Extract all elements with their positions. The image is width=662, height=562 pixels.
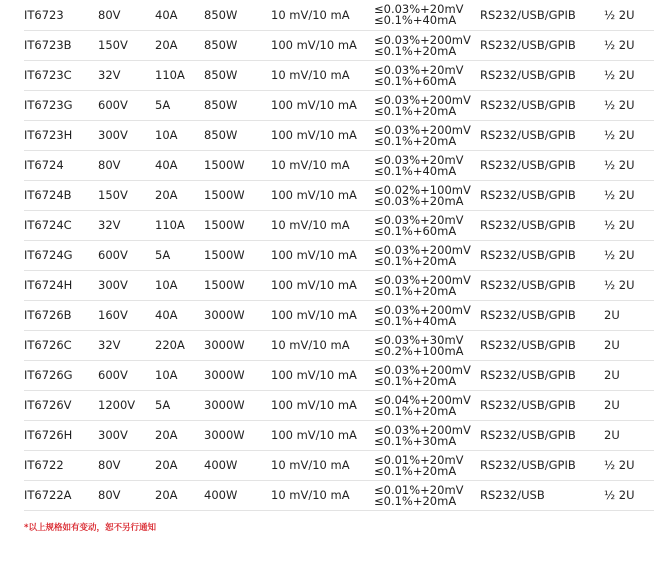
voltage-accuracy: ≤0.03%+200mV bbox=[374, 242, 471, 257]
current-accuracy: ≤0.1%+20mA bbox=[374, 493, 457, 508]
interface-cell: RS232/USB/GPIB bbox=[480, 421, 604, 451]
table-row bbox=[24, 211, 654, 241]
model-cell: IT6724H bbox=[24, 271, 98, 301]
size-cell: ½ 2U bbox=[604, 481, 654, 511]
current-accuracy: ≤0.1%+20mA bbox=[374, 283, 457, 298]
interface-cell: RS232/USB/GPIB bbox=[480, 91, 604, 121]
current-accuracy: ≤0.1%+20mA bbox=[374, 253, 457, 268]
size-cell: ½ 2U bbox=[604, 0, 654, 31]
voltage-cell: 600V bbox=[98, 361, 155, 391]
interface-cell: RS232/USB/GPIB bbox=[480, 271, 604, 301]
table-row bbox=[24, 421, 654, 451]
interface-cell: RS232/USB/GPIB bbox=[480, 241, 604, 271]
size-cell: ½ 2U bbox=[604, 31, 654, 61]
current-cell: 10A bbox=[155, 361, 204, 391]
voltage-accuracy: ≤0.04%+200mV bbox=[374, 392, 471, 407]
model-cell: IT6723H bbox=[24, 121, 98, 151]
size-cell: ½ 2U bbox=[604, 91, 654, 121]
model-cell: IT6723B bbox=[24, 31, 98, 61]
ripple-noise-cell: 10 mV/10 mA bbox=[271, 331, 374, 361]
voltage-cell: 300V bbox=[98, 421, 155, 451]
power-cell: 1500W bbox=[204, 271, 271, 301]
current-cell: 20A bbox=[155, 421, 204, 451]
voltage-accuracy: ≤0.03%+200mV bbox=[374, 32, 471, 47]
model-cell: IT6724C bbox=[24, 211, 98, 241]
accuracy-cell bbox=[374, 181, 480, 211]
current-cell: 10A bbox=[155, 271, 204, 301]
model-cell: IT6722 bbox=[24, 451, 98, 481]
ripple-noise-cell: 100 mV/10 mA bbox=[271, 241, 374, 271]
power-cell: 1500W bbox=[204, 211, 271, 241]
current-cell: 20A bbox=[155, 481, 204, 511]
interface-cell: RS232/USB/GPIB bbox=[480, 451, 604, 481]
power-cell: 850W bbox=[204, 61, 271, 91]
ripple-noise-cell: 100 mV/10 mA bbox=[271, 301, 374, 331]
voltage-cell: 300V bbox=[98, 121, 155, 151]
voltage-accuracy: ≤0.03%+200mV bbox=[374, 302, 471, 317]
table-row bbox=[24, 151, 654, 181]
current-accuracy: ≤0.1%+30mA bbox=[374, 433, 457, 448]
voltage-accuracy: ≤0.03%+200mV bbox=[374, 362, 471, 377]
voltage-accuracy: ≤0.03%+20mV bbox=[374, 2, 464, 16]
model-cell: IT6726B bbox=[24, 301, 98, 331]
power-cell: 850W bbox=[204, 121, 271, 151]
size-cell: 2U bbox=[604, 391, 654, 421]
power-cell: 1500W bbox=[204, 241, 271, 271]
voltage-cell: 32V bbox=[98, 331, 155, 361]
ripple-noise-cell: 10 mV/10 mA bbox=[271, 0, 374, 31]
accuracy-cell bbox=[374, 331, 480, 361]
spec-table bbox=[24, 0, 654, 511]
current-cell: 220A bbox=[155, 331, 204, 361]
model-cell: IT6723 bbox=[24, 0, 98, 31]
power-cell: 1500W bbox=[204, 151, 271, 181]
model-cell: IT6726G bbox=[24, 361, 98, 391]
accuracy-cell bbox=[374, 361, 480, 391]
current-accuracy: ≤0.03%+20mA bbox=[374, 193, 464, 208]
voltage-cell: 600V bbox=[98, 241, 155, 271]
size-cell: 2U bbox=[604, 331, 654, 361]
current-accuracy: ≤0.1%+40mA bbox=[374, 13, 457, 27]
current-cell: 5A bbox=[155, 91, 204, 121]
current-cell: 20A bbox=[155, 31, 204, 61]
table-row bbox=[24, 271, 654, 301]
voltage-accuracy: ≤0.03%+20mV bbox=[374, 62, 464, 77]
power-cell: 3000W bbox=[204, 361, 271, 391]
ripple-noise-cell: 100 mV/10 mA bbox=[271, 91, 374, 121]
table-row bbox=[24, 331, 654, 361]
ripple-noise-cell: 100 mV/10 mA bbox=[271, 361, 374, 391]
voltage-cell: 150V bbox=[98, 31, 155, 61]
current-accuracy: ≤0.1%+60mA bbox=[374, 73, 457, 88]
accuracy-cell bbox=[374, 271, 480, 301]
power-cell: 3000W bbox=[204, 301, 271, 331]
current-accuracy: ≤0.1%+60mA bbox=[374, 223, 457, 238]
size-cell: ½ 2U bbox=[604, 181, 654, 211]
ripple-noise-cell: 100 mV/10 mA bbox=[271, 271, 374, 301]
ripple-noise-cell: 100 mV/10 mA bbox=[271, 121, 374, 151]
model-cell: IT6724B bbox=[24, 181, 98, 211]
accuracy-cell bbox=[374, 61, 480, 91]
current-accuracy: ≤0.1%+40mA bbox=[374, 163, 457, 178]
voltage-cell: 80V bbox=[98, 151, 155, 181]
accuracy-cell bbox=[374, 151, 480, 181]
interface-cell: RS232/USB bbox=[480, 481, 604, 511]
interface-cell: RS232/USB/GPIB bbox=[480, 31, 604, 61]
voltage-accuracy: ≤0.03%+200mV bbox=[374, 272, 471, 287]
current-accuracy: ≤0.1%+20mA bbox=[374, 103, 457, 118]
interface-cell: RS232/USB/GPIB bbox=[480, 121, 604, 151]
voltage-cell: 80V bbox=[98, 451, 155, 481]
ripple-noise-cell: 100 mV/10 mA bbox=[271, 421, 374, 451]
accuracy-cell bbox=[374, 391, 480, 421]
power-cell: 400W bbox=[204, 451, 271, 481]
size-cell: 2U bbox=[604, 361, 654, 391]
voltage-accuracy: ≤0.01%+20mV bbox=[374, 452, 464, 467]
voltage-accuracy: ≤0.03%+200mV bbox=[374, 422, 471, 437]
voltage-cell: 80V bbox=[98, 0, 155, 31]
accuracy-cell bbox=[374, 31, 480, 61]
ripple-noise-cell: 100 mV/10 mA bbox=[271, 181, 374, 211]
interface-cell: RS232/USB/GPIB bbox=[480, 361, 604, 391]
size-cell: ½ 2U bbox=[604, 151, 654, 181]
table-row bbox=[24, 391, 654, 421]
ripple-noise-cell: 10 mV/10 mA bbox=[271, 61, 374, 91]
table-row bbox=[24, 181, 654, 211]
current-accuracy: ≤0.1%+40mA bbox=[374, 313, 457, 328]
size-cell: 2U bbox=[604, 301, 654, 331]
size-cell: ½ 2U bbox=[604, 241, 654, 271]
voltage-accuracy: ≤0.03%+200mV bbox=[374, 92, 471, 107]
interface-cell: RS232/USB/GPIB bbox=[480, 211, 604, 241]
current-cell: 110A bbox=[155, 61, 204, 91]
power-cell: 3000W bbox=[204, 331, 271, 361]
voltage-cell: 160V bbox=[98, 301, 155, 331]
interface-cell: RS232/USB/GPIB bbox=[480, 0, 604, 31]
size-cell: 2U bbox=[604, 421, 654, 451]
size-cell: ½ 2U bbox=[604, 211, 654, 241]
power-cell: 850W bbox=[204, 31, 271, 61]
current-cell: 40A bbox=[155, 301, 204, 331]
voltage-cell: 300V bbox=[98, 271, 155, 301]
voltage-cell: 600V bbox=[98, 91, 155, 121]
interface-cell: RS232/USB/GPIB bbox=[480, 61, 604, 91]
power-cell: 3000W bbox=[204, 391, 271, 421]
voltage-accuracy: ≤0.03%+20mV bbox=[374, 152, 464, 167]
model-cell: IT6723C bbox=[24, 61, 98, 91]
current-accuracy: ≤0.2%+100mA bbox=[374, 343, 464, 358]
current-accuracy: ≤0.1%+20mA bbox=[374, 43, 457, 58]
power-cell: 850W bbox=[204, 91, 271, 121]
interface-cell: RS232/USB/GPIB bbox=[480, 181, 604, 211]
table-row bbox=[24, 91, 654, 121]
interface-cell: RS232/USB/GPIB bbox=[480, 331, 604, 361]
accuracy-cell bbox=[374, 211, 480, 241]
current-cell: 5A bbox=[155, 241, 204, 271]
model-cell: IT6724G bbox=[24, 241, 98, 271]
size-cell: ½ 2U bbox=[604, 61, 654, 91]
size-cell: ½ 2U bbox=[604, 121, 654, 151]
ripple-noise-cell: 10 mV/10 mA bbox=[271, 211, 374, 241]
accuracy-cell bbox=[374, 481, 480, 511]
model-cell: IT6726H bbox=[24, 421, 98, 451]
table-row bbox=[24, 361, 654, 391]
voltage-accuracy: ≤0.03%+30mV bbox=[374, 332, 464, 347]
spec-table-body bbox=[24, 0, 654, 511]
voltage-cell: 32V bbox=[98, 211, 155, 241]
current-cell: 5A bbox=[155, 391, 204, 421]
interface-cell: RS232/USB/GPIB bbox=[480, 301, 604, 331]
table-row bbox=[24, 0, 654, 31]
model-cell: IT6723G bbox=[24, 91, 98, 121]
power-cell: 400W bbox=[204, 481, 271, 511]
current-cell: 20A bbox=[155, 181, 204, 211]
current-accuracy: ≤0.1%+20mA bbox=[374, 403, 457, 418]
power-cell: 850W bbox=[204, 0, 271, 31]
voltage-accuracy: ≤0.02%+100mV bbox=[374, 182, 471, 197]
current-cell: 20A bbox=[155, 451, 204, 481]
current-cell: 40A bbox=[155, 151, 204, 181]
model-cell: IT6724 bbox=[24, 151, 98, 181]
size-cell: ½ 2U bbox=[604, 451, 654, 481]
table-row bbox=[24, 121, 654, 151]
interface-cell: RS232/USB/GPIB bbox=[480, 151, 604, 181]
ripple-noise-cell: 10 mV/10 mA bbox=[271, 451, 374, 481]
current-cell: 110A bbox=[155, 211, 204, 241]
footnote: *以上规格如有变动，恕不另行通知 bbox=[24, 523, 156, 533]
accuracy-cell bbox=[374, 121, 480, 151]
voltage-cell: 150V bbox=[98, 181, 155, 211]
accuracy-cell bbox=[374, 451, 480, 481]
voltage-cell: 32V bbox=[98, 61, 155, 91]
current-accuracy: ≤0.1%+20mA bbox=[374, 463, 457, 478]
model-cell: IT6722A bbox=[24, 481, 98, 511]
table-row bbox=[24, 61, 654, 91]
accuracy-cell bbox=[374, 91, 480, 121]
power-cell: 3000W bbox=[204, 421, 271, 451]
interface-cell: RS232/USB/GPIB bbox=[480, 391, 604, 421]
current-cell: 40A bbox=[155, 0, 204, 31]
voltage-cell: 80V bbox=[98, 481, 155, 511]
model-cell: IT6726V bbox=[24, 391, 98, 421]
current-accuracy: ≤0.1%+20mA bbox=[374, 373, 457, 388]
accuracy-cell bbox=[374, 301, 480, 331]
voltage-cell: 1200V bbox=[98, 391, 155, 421]
current-accuracy: ≤0.1%+20mA bbox=[374, 133, 457, 148]
table-row bbox=[24, 481, 654, 511]
voltage-accuracy: ≤0.03%+20mV bbox=[374, 212, 464, 227]
table-row bbox=[24, 301, 654, 331]
voltage-accuracy: ≤0.01%+20mV bbox=[374, 482, 464, 497]
accuracy-cell bbox=[374, 421, 480, 451]
table-row bbox=[24, 31, 654, 61]
ripple-noise-cell: 10 mV/10 mA bbox=[271, 151, 374, 181]
model-cell: IT6726C bbox=[24, 331, 98, 361]
accuracy-cell bbox=[374, 0, 480, 31]
table-row bbox=[24, 241, 654, 271]
power-cell: 1500W bbox=[204, 181, 271, 211]
table-row bbox=[24, 451, 654, 481]
ripple-noise-cell: 100 mV/10 mA bbox=[271, 31, 374, 61]
size-cell: ½ 2U bbox=[604, 271, 654, 301]
ripple-noise-cell: 100 mV/10 mA bbox=[271, 391, 374, 421]
voltage-accuracy: ≤0.03%+200mV bbox=[374, 122, 471, 137]
accuracy-cell bbox=[374, 241, 480, 271]
current-cell: 10A bbox=[155, 121, 204, 151]
ripple-noise-cell: 10 mV/10 mA bbox=[271, 481, 374, 511]
